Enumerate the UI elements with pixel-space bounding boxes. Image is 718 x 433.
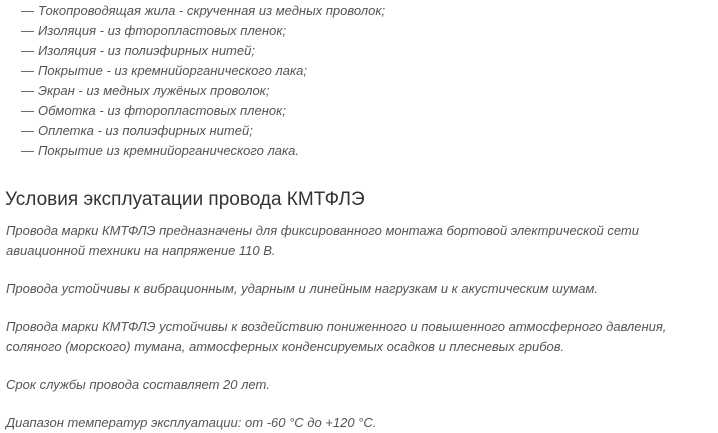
bullet-dash: — <box>21 3 34 18</box>
bullet-dash: — <box>21 103 34 118</box>
bullet-dash: — <box>21 43 34 58</box>
list-item <box>21 41 385 61</box>
paragraph-service-life: Срок службы провода составляет 20 лет. <box>6 377 270 392</box>
list-item <box>21 21 385 41</box>
list-item <box>21 101 385 121</box>
list-item <box>21 61 385 81</box>
paragraph-resistance: Провода устойчивы к вибрационным, ударным и линейным нагрузкам и к акустическим шумам. <box>6 281 599 296</box>
bullet-dash: — <box>21 123 34 138</box>
list-item-text: Оплетка - из полиэфирных нитей; <box>38 123 253 138</box>
list-item-text: Экран - из медных лужёных проволок; <box>38 83 270 98</box>
list-item-text: Изоляция - из фторопластовых пленок; <box>38 23 287 38</box>
list-item-text: Обмотка - из фторопластовых пленок; <box>38 103 286 118</box>
list-item-text: Токопроводящая жила - скрученная из медных проволок; <box>38 3 386 18</box>
list-item-text: Покрытие из кремнийорганического лака. <box>38 143 300 158</box>
list-item <box>21 1 385 21</box>
paragraph-purpose: Провода марки КМТФЛЭ предназначены для фиксированного монтажа бортовой электрической сети авиационной техники на напряжение 110 В. <box>6 223 639 258</box>
bullet-dash: — <box>21 83 34 98</box>
section-heading: Условия эксплуатации провода КМТФЛЭ <box>5 189 365 210</box>
list-item-text: Покрытие - из кремнийорганического лака; <box>38 63 307 78</box>
list-item <box>21 141 385 161</box>
bullet-dash: — <box>21 63 34 78</box>
paragraph-environment: Провода марки КМТФЛЭ устойчивы к воздействию пониженного и повышенного атмосферного давления, соляного (морского) тумана, атмосферных конденсируемых осадков и плесневых грибов. <box>6 319 667 354</box>
bullet-dash: — <box>21 23 34 38</box>
list-item <box>21 121 385 141</box>
paragraph-temperature-range: Диапазон температур эксплуатации: от -60 °С до +120 °С. <box>6 415 377 430</box>
bullet-dash: — <box>21 143 34 158</box>
construction-list <box>21 1 385 161</box>
list-item-text: Изоляция - из полиэфирных нитей; <box>38 43 255 58</box>
list-item <box>21 81 385 101</box>
